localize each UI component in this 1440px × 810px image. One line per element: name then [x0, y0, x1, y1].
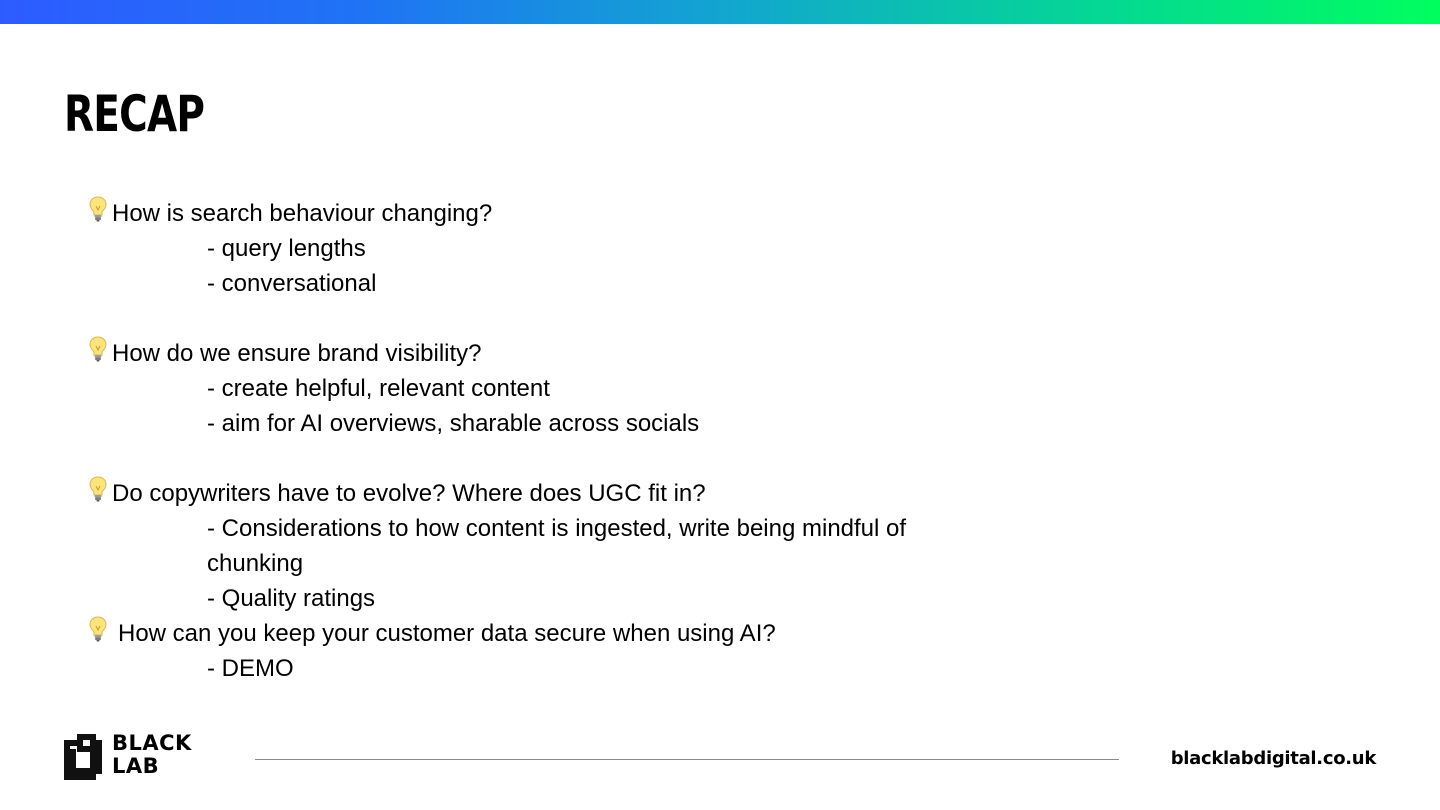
question-4 — [88, 616, 1088, 651]
logo-line-2: LAB — [112, 754, 160, 778]
question-text: How is search behaviour changing? — [112, 200, 493, 227]
question-text: Do copywriters have to evolve? Where does UGC fit in? — [112, 480, 706, 507]
answer-point: - Considerations to how content is ingested, write being mindful of chunking — [207, 515, 907, 577]
answer-point: - Quality ratings — [207, 585, 376, 612]
lightbulb-icon — [88, 615, 108, 643]
question-1 — [88, 196, 1088, 231]
lightbulb-icon — [88, 195, 108, 223]
blacklab-logo — [64, 731, 214, 780]
answer-point: - DEMO — [207, 655, 294, 682]
recap-list — [88, 196, 1088, 686]
logo-mark-icon — [64, 734, 102, 780]
lightbulb-icon — [88, 335, 108, 363]
slide-title: RECAP — [64, 85, 205, 143]
logo-line-1: BLACK — [112, 731, 192, 755]
logo-wordmark — [112, 732, 192, 778]
answer-point: - conversational — [207, 270, 377, 297]
website-url: blacklabdigital.co.uk — [1170, 748, 1376, 769]
question-2 — [88, 336, 1088, 371]
question-text: How can you keep your customer data secure when using AI? — [118, 620, 776, 647]
question-text: How do we ensure brand visibility? — [112, 340, 482, 367]
answer-point: - aim for AI overviews, sharable across socials — [207, 410, 700, 437]
top-gradient-bar — [0, 0, 1440, 24]
answer-point: - query lengths — [207, 235, 366, 262]
question-3 — [88, 476, 1088, 511]
answer-point: - create helpful, relevant content — [207, 375, 550, 402]
footer-divider — [255, 759, 1119, 760]
lightbulb-icon — [88, 475, 108, 503]
